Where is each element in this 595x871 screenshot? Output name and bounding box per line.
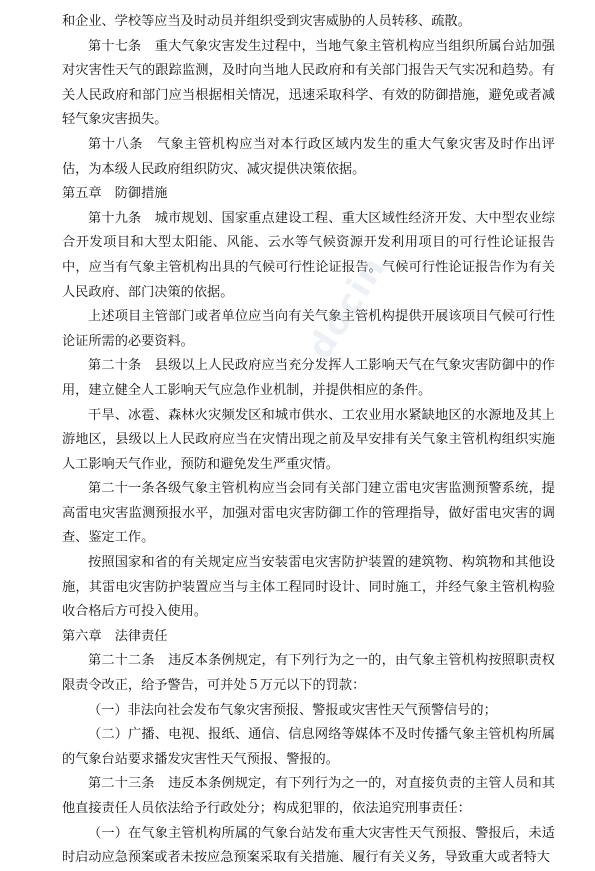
article-20-paragraph-2: 干旱、冰雹、森林火灾频发区和城市供水、工农业用水紧缺地区的水源地及其上游地区，县级以上人民政府应当在灾情出现之前及早安排有关气象主管机构组织实施人工影响天气作业，预防和避免发生严重灾情。 [62,407,555,472]
article-22: 第二十二条 违反本条例规定，有下列行为之一的，由气象主管机构按照职责权限责令改正，给予警告，可并处５万元以下的罚款： [62,653,555,694]
article-19: 第十九条 城市规划、国家重点建设工程、重大区域性经济开发、大中型农业综合开发项目和大型太阳能、风能、云水等气候资源开发利用项目的可行性论证报告中，应当有气象主管机构出具的气候可行性论证报告。气候可行性论证报告作为有关人民政府、部门决策的依据。 [62,210,555,300]
paragraph-continuation: 和企业、学校等应当及时动员并组织受到灾害威胁的人员转移、疏散。 [62,14,471,29]
article-18: 第十八条 气象主管机构应当对本行政区域内发生的重大气象灾害及时作出评估，为本级人民政府组织防灾、减灾提供决策依据。 [62,136,555,177]
watermark-logo: docin [300,248,395,367]
chapter-5-heading: 第五章 防御措施 [62,186,168,202]
article-17: 第十七条 重大气象灾害发生过程中，当地气象主管机构应当组织所属台站加强对灾害性天气的跟踪监测，及时向当地人民政府和有关部门报告天气实况和趋势。有关人民政府和部门应当根据相关情况，迅速采取科学、有效的防御措施，避免或者减轻气象灾害损失。 [62,38,555,128]
chapter-6-heading: 第六章 法律责任 [62,628,168,644]
article-21: 第二十一条各级气象主管机构应当会同有关部门建立雷电灾害监测预警系统，提高雷电灾害监测预报水平，加强对雷电灾害防御工作的管理指导，做好雷电灾害的调查、鉴定工作。 [62,481,555,546]
article-21-paragraph-2: 按照国家和省的有关规定应当安装雷电灾害防护装置的建筑物、构筑物和其他设施，其雷电灾害防护装置应当与主体工程同时设计、同时施工，并经气象主管机构验收合格后方可投入使用。 [62,555,555,620]
article-22-item-2: （二）广播、电视、报纸、通信、信息网络等媒体不及时传播气象主管机构所属的气象台站要求播发灾害性天气预报、警报的。 [62,727,555,767]
article-23: 第二十三条 违反本条例规定，有下列行为之一的，对直接负责的主管人员和其他直接责任人员依法给予行政处分；构成犯罪的，依法追究刑事责任： [62,776,555,816]
article-19-paragraph-2: 上述项目主管部门或者单位应当向有关气象主管机构提供开展该项目气候可行性论证所需的必要资料。 [62,309,555,349]
article-22-item-1: （一）非法向社会发布气象灾害预报、警报或灾害性天气预警信号的； [88,702,497,718]
article-20: 第二十条 县级以上人民政府应当充分发挥人工影响天气在气象灾害防御中的作用，建立健全人工影响天气应急作业机制，并提供相应的条件。 [62,358,555,398]
article-23-item-1: （一）在气象主管机构所属的气象台站发布重大灾害性天气预报、警报后，未适时启动应急预案或者未按应急预案采取有关措施、履行有关义务，导致重大或者特大 [62,825,555,866]
